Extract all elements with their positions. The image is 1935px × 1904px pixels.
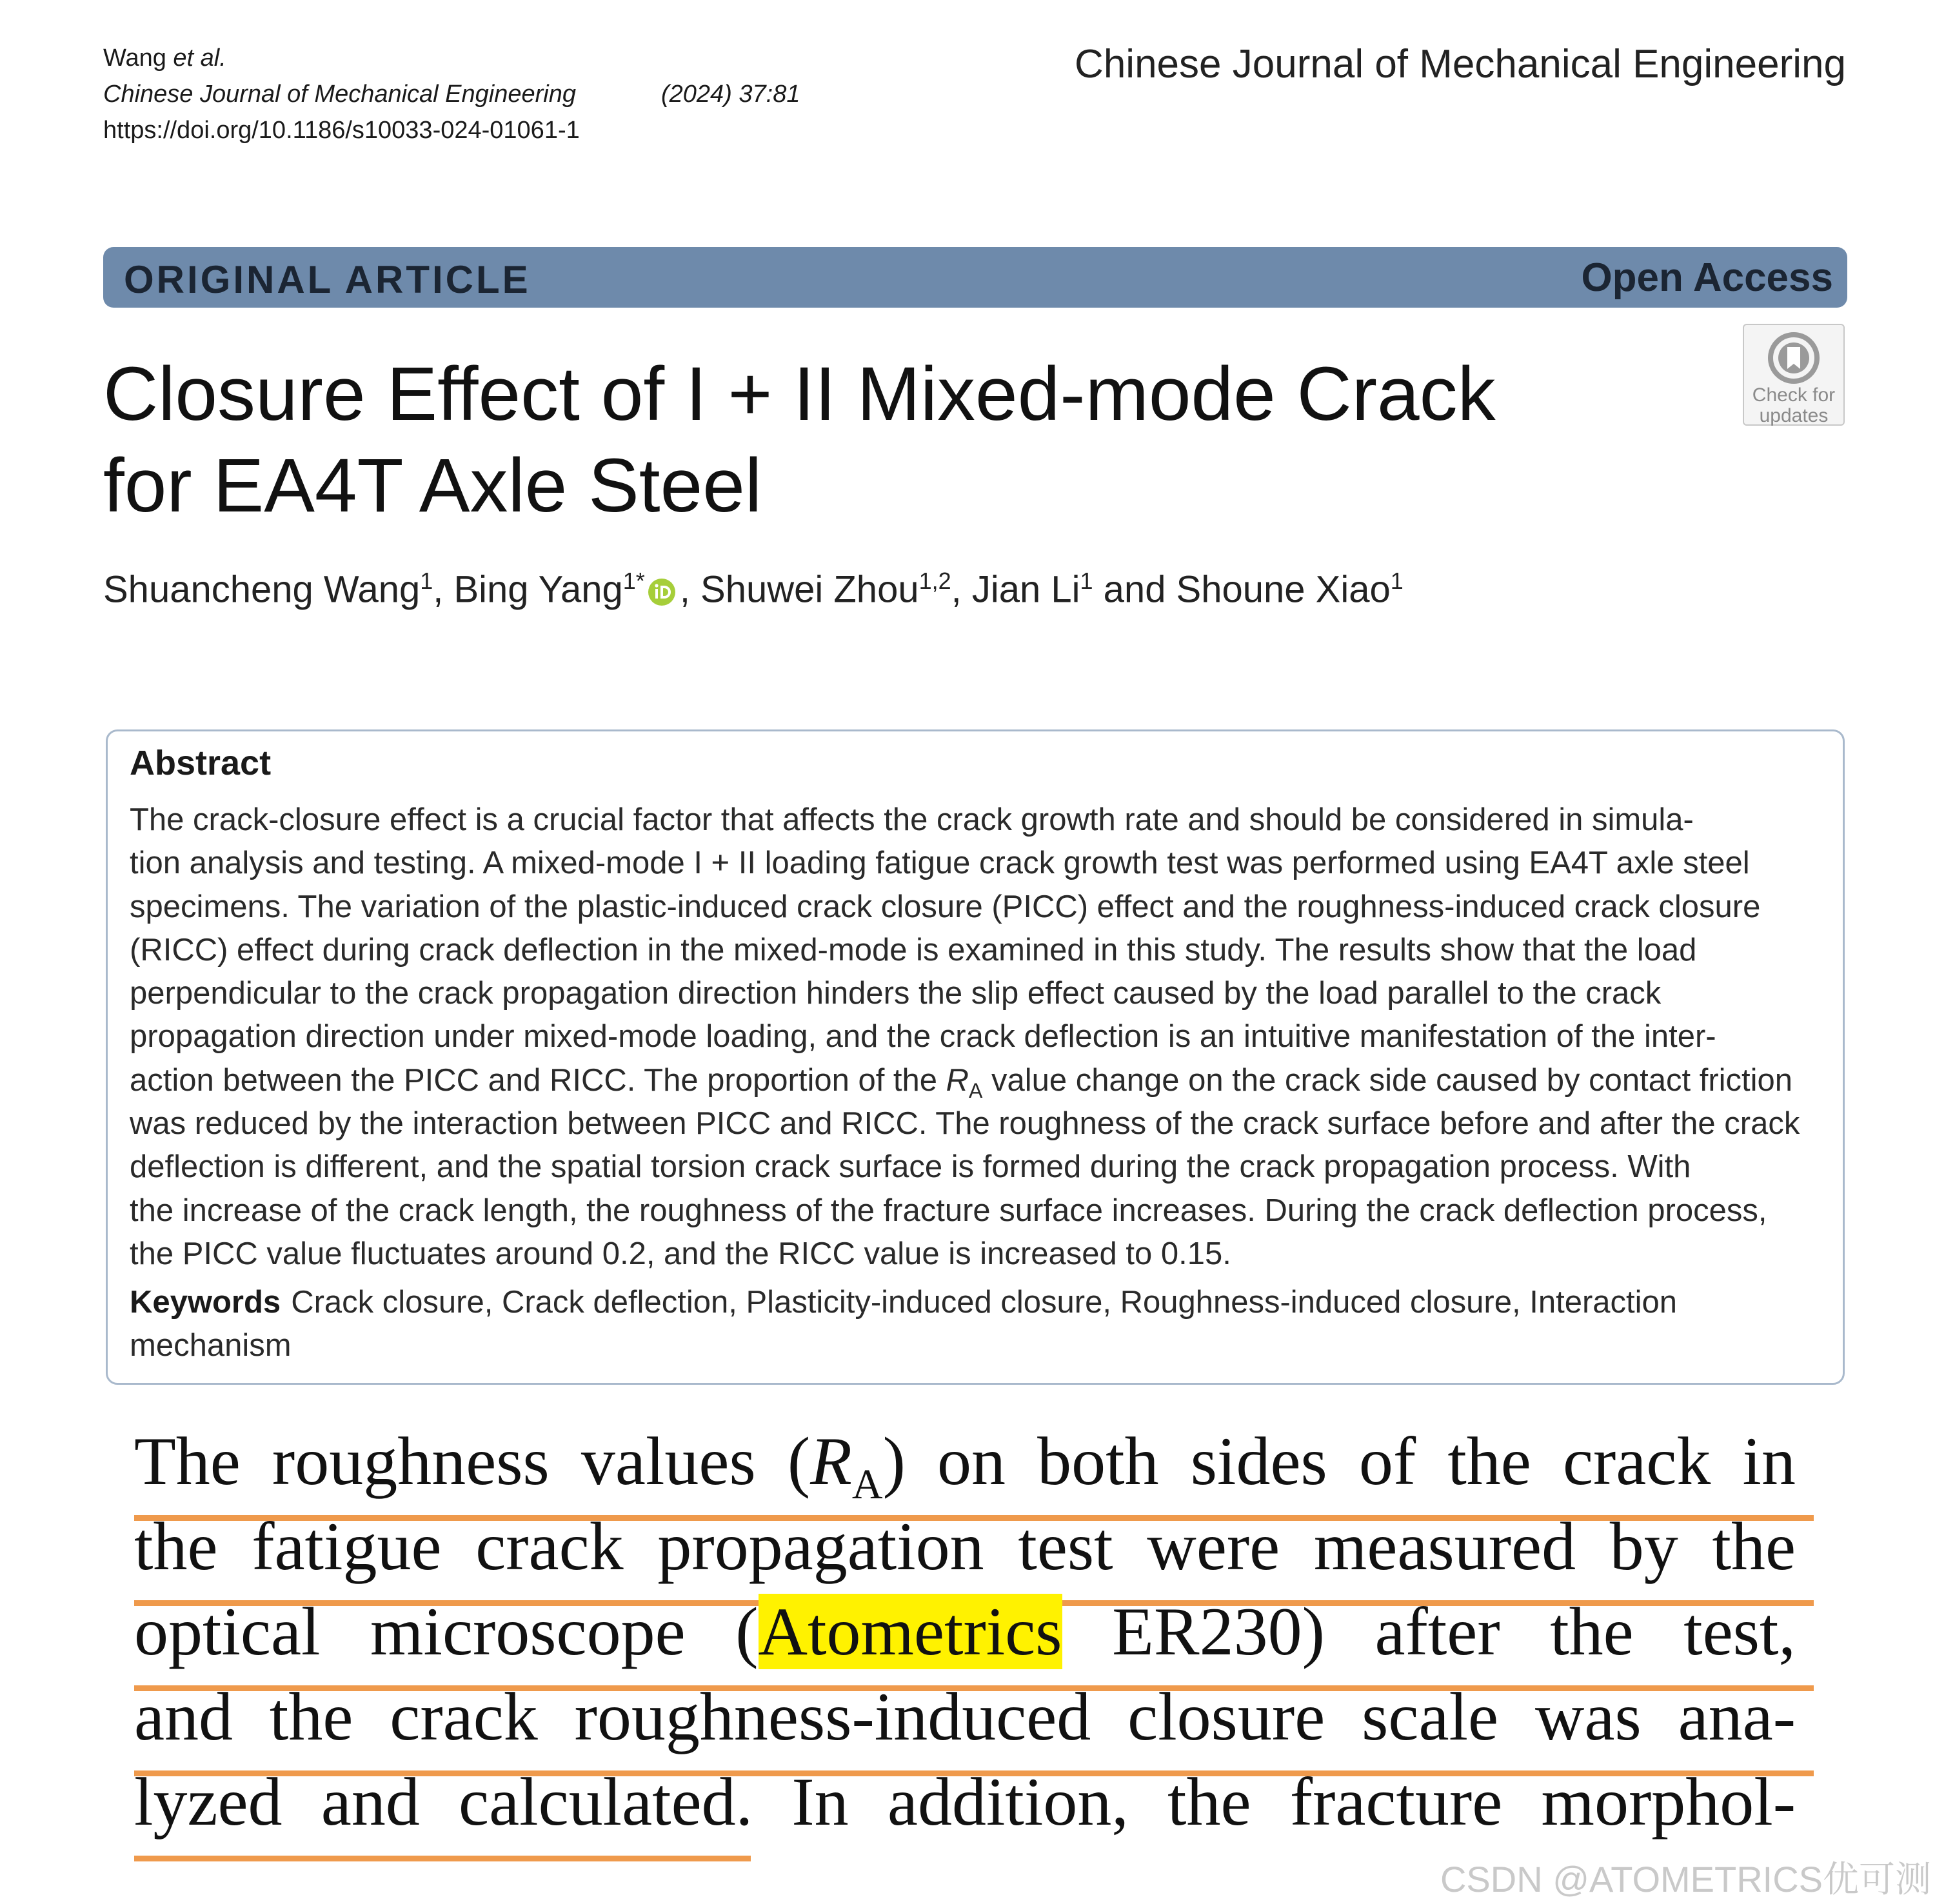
author-3-affiliation: 1,2 bbox=[918, 568, 951, 594]
underline bbox=[134, 1856, 751, 1861]
ra-subscript: A bbox=[969, 1078, 983, 1102]
abstract-line: tion analysis and testing. A mixed-mode I + II loading fatigue crack growth test was performed using EA4T axle steel bbox=[130, 846, 1750, 881]
author-4-affiliation: 1 bbox=[1080, 568, 1093, 594]
author-2-affiliation: 1* bbox=[622, 568, 645, 594]
keywords-label: Keywords bbox=[130, 1285, 281, 1320]
check-for-text: Check for bbox=[1752, 384, 1836, 406]
journal-volume-line bbox=[103, 76, 800, 112]
abstract-line: deflection is different, and the spatial torsion crack surface is formed during the crack propagation process. With bbox=[130, 1149, 1691, 1185]
keywords-values: Crack closure, Crack deflection, Plasticity-induced closure, Roughness-induced closure, Interaction bbox=[291, 1285, 1678, 1320]
author-short-name: Wang bbox=[103, 45, 174, 72]
article-type-banner bbox=[103, 247, 1847, 308]
excerpt-line-2: the fatigue crack propagation test were measured by the bbox=[134, 1509, 1796, 1584]
excerpt-line-3-post: ER230) after the test, bbox=[1062, 1594, 1796, 1669]
author-list bbox=[103, 568, 1404, 611]
abstract-line: perpendicular to the crack propagation direction hinders the slip effect caused by the load parallel to the crack bbox=[130, 976, 1662, 1011]
ra-symbol: R bbox=[946, 1062, 969, 1098]
excerpt-line-5-a: lyzed and calculated. bbox=[134, 1764, 753, 1840]
excerpt-line-4: and the crack roughness-induced closure scale was ana- bbox=[134, 1679, 1796, 1754]
excerpt-line-1-pre: The roughness values ( bbox=[134, 1423, 811, 1499]
abstract-text bbox=[130, 798, 1800, 1276]
journal-title-header: Chinese Journal of Mechanical Engineering bbox=[1075, 42, 1846, 86]
excerpt-ra-symbol: R bbox=[810, 1423, 852, 1499]
author-1: Shuancheng Wang bbox=[103, 568, 421, 611]
article-header-citation bbox=[103, 40, 800, 148]
author-5: and Shoune Xiao bbox=[1093, 568, 1391, 611]
excerpt-line-3-pre: optical microscope ( bbox=[134, 1594, 759, 1669]
abstract-line: the PICC value fluctuates around 0.2, and the RICC value is increased to 0.15. bbox=[130, 1236, 1231, 1271]
author-short-line bbox=[103, 40, 800, 76]
abstract-line: The crack-closure effect is a crucial factor that affects the crack growth rate and should be considered in simula- bbox=[130, 802, 1694, 837]
abstract-heading: Abstract bbox=[130, 744, 272, 782]
keywords-section bbox=[130, 1281, 1677, 1367]
check-for-updates-button[interactable] bbox=[1743, 324, 1845, 426]
abstract-line-7-post: value change on the crack side caused by contact friction bbox=[982, 1062, 1793, 1098]
excerpt-line-1 bbox=[134, 1422, 1796, 1509]
title-line-1: Closure Effect of I + II Mixed-mode Crack bbox=[103, 352, 1496, 437]
open-access-label: Open Access bbox=[1581, 255, 1833, 300]
abstract-box bbox=[106, 729, 1845, 1385]
author-4: , Jian Li bbox=[951, 568, 1080, 611]
abstract-line bbox=[130, 1059, 1800, 1102]
keywords-line-1 bbox=[130, 1281, 1677, 1324]
excerpt-line-5-b: In addition, the fracture morphol- bbox=[753, 1764, 1796, 1840]
title-line-2: for EA4T Axle Steel bbox=[103, 443, 762, 528]
updates-text: updates bbox=[1759, 405, 1829, 426]
article-title bbox=[103, 348, 1496, 531]
author-2: , Bing Yang bbox=[433, 568, 623, 611]
abstract-line: propagation direction under mixed-mode loading, and the crack deflection is an intuitive manifestation of the inter- bbox=[130, 1019, 1716, 1055]
keywords-line-2: mechanism bbox=[130, 1328, 292, 1363]
orcid-icon[interactable] bbox=[648, 578, 676, 606]
bookmark-icon bbox=[1767, 332, 1820, 384]
excerpt-line-5 bbox=[134, 1763, 1796, 1841]
excerpt-ra-subscript: A bbox=[851, 1461, 883, 1509]
author-5-affiliation: 1 bbox=[1390, 568, 1404, 594]
abstract-line: (RICC) effect during crack deflection in the mixed-mode is examined in this study. The results show that the load bbox=[130, 932, 1697, 967]
author-3: , Shuwei Zhou bbox=[679, 568, 919, 611]
watermark: CSDN @ATOMETRICS优可测 bbox=[1440, 1859, 1931, 1899]
abstract-line: was reduced by the interaction between PICC and RICC. The roughness of the crack surface before and after the crack bbox=[130, 1106, 1800, 1142]
abstract-line: specimens. The variation of the plastic-induced crack closure (PICC) effect and the roughness-induced crack closure bbox=[130, 889, 1761, 924]
author-1-affiliation: 1 bbox=[420, 568, 433, 594]
journal-name-italic: Chinese Journal of Mechanical Engineering bbox=[103, 81, 577, 108]
abstract-line-7-pre: action between the PICC and RICC. The proportion of the bbox=[130, 1062, 946, 1098]
volume-info: (2024) 37:81 bbox=[661, 81, 800, 108]
doi-link[interactable]: https://doi.org/10.1186/s10033-024-01061-1 bbox=[103, 117, 580, 144]
abstract-line: the increase of the crack length, the roughness of the fracture surface increases. During the crack deflection process, bbox=[130, 1193, 1767, 1228]
excerpt-line-3 bbox=[134, 1592, 1796, 1671]
excerpt-line-1-post: ) on both sides of the crack in bbox=[882, 1423, 1796, 1499]
author-et-al: et al. bbox=[173, 45, 226, 72]
original-article-label: ORIGINAL ARTICLE bbox=[124, 258, 531, 301]
highlighted-brand: Atometrics bbox=[758, 1594, 1062, 1669]
